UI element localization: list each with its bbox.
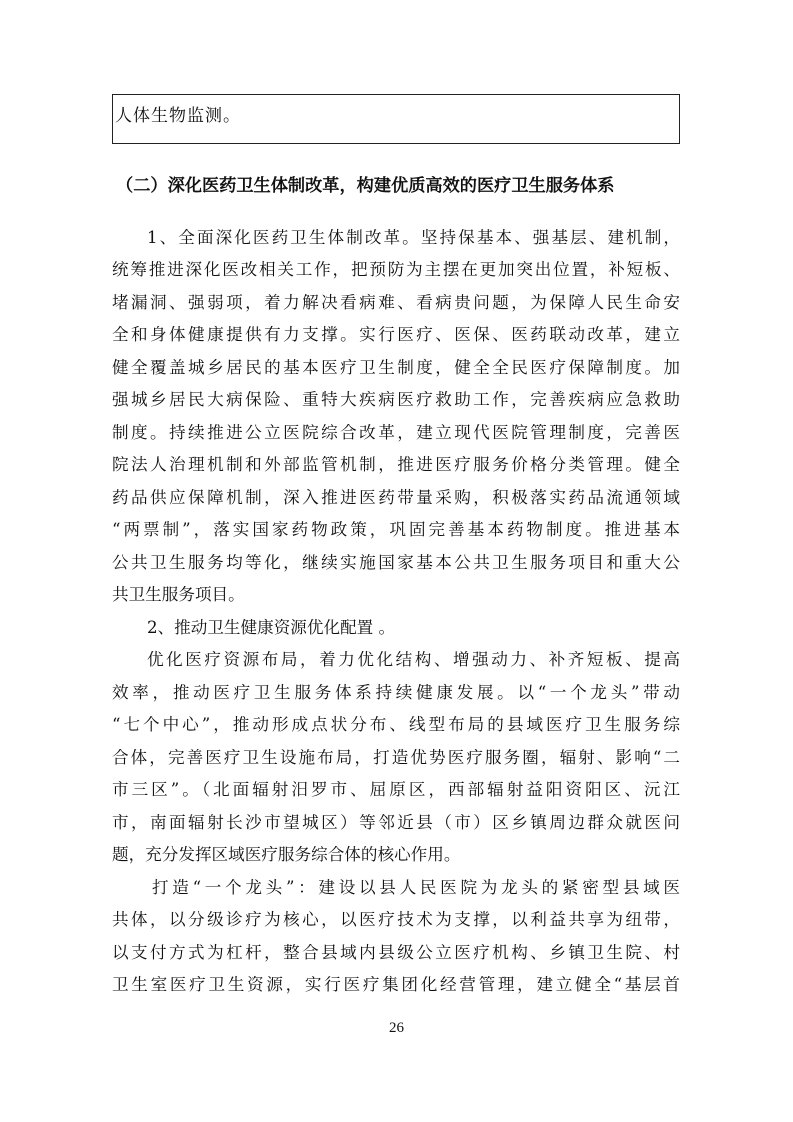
body-line: 堵漏洞、强弱项，着力解决看病难、看病贵问题，为保障人民生命安 bbox=[112, 293, 680, 312]
body-line: 共体，以分级诊疗为核心，以医疗技术为支撑，以利益共享为纽带， bbox=[112, 910, 680, 929]
body-line: 共卫生服务项目。 bbox=[112, 585, 245, 604]
boxed-note-text: 人体生物监测。 bbox=[115, 106, 241, 126]
body-line: 药品供应保障机制，深入推进医药带量采购，积极落实药品流通领域 bbox=[112, 488, 680, 507]
body-line: “七个中心”，推动形成点状分布、线型布局的县域医疗卫生服务综 bbox=[112, 715, 680, 734]
body-line: 市，南面辐射长沙市望城区）等邻近县（市）区乡镇周边群众就医问 bbox=[112, 813, 680, 832]
body-line: 健全覆盖城乡居民的基本医疗卫生制度，健全全民医疗保障制度。加 bbox=[112, 358, 680, 377]
body-line: 卫生室医疗卫生资源，实行医疗集团化经营管理，建立健全“基层首 bbox=[112, 975, 680, 994]
page-number: 26 bbox=[389, 1020, 404, 1036]
body-line: 合体，完善医疗卫生设施布局，打造优势医疗服务圈，辐射、影响“二 bbox=[112, 748, 680, 767]
body-line: 1、全面深化医药卫生体制改革。坚持保基本、强基层、建机制， bbox=[147, 228, 680, 247]
body-line: 打造“一个龙头”：建设以县人民医院为龙头的紧密型县域医 bbox=[152, 878, 680, 897]
body-line: 院法人治理机制和外部监管机制，推进医疗服务价格分类管理。健全 bbox=[112, 455, 680, 474]
body-line: 全和身体健康提供有力支撑。实行医疗、医保、医药联动改革，建立 bbox=[112, 325, 680, 344]
body-line: 市三区”。（北面辐射汨罗市、屈原区，西部辐射益阳资阳区、沅江 bbox=[112, 780, 680, 799]
body-line: 以支付方式为杠杆，整合县域内县级公立医疗机构、乡镇卫生院、村 bbox=[112, 943, 680, 962]
body-line: 题，充分发挥区域医疗服务综合体的核心作用。 bbox=[112, 845, 461, 864]
body-line: 强城乡居民大病保险、重特大疾病医疗救助工作，完善疾病应急救助 bbox=[112, 390, 680, 409]
body-line: 统筹推进深化医改相关工作，把预防为主摆在更加突出位置，补短板、 bbox=[112, 260, 680, 279]
body-line: 优化医疗资源布局，着力优化结构、增强动力、补齐短板、提高 bbox=[147, 650, 680, 669]
body-line: 公共卫生服务均等化，继续实施国家基本公共卫生服务项目和重大公 bbox=[112, 553, 680, 572]
section-heading: （二）深化医药卫生体制改革，构建优质高效的医疗卫生服务体系 bbox=[116, 176, 615, 196]
boxed-note bbox=[112, 94, 680, 144]
body-line: 制度。持续推进公立医院综合改革，建立现代医院管理制度，完善医 bbox=[112, 423, 680, 442]
body-line: “两票制”，落实国家药物政策，巩固完善基本药物制度。推进基本 bbox=[112, 520, 680, 539]
body-line: 效率，推动医疗卫生服务体系持续健康发展。以“一个龙头”带动 bbox=[112, 683, 680, 702]
body-line: 2、推动卫生健康资源优化配置 。 bbox=[147, 618, 396, 637]
